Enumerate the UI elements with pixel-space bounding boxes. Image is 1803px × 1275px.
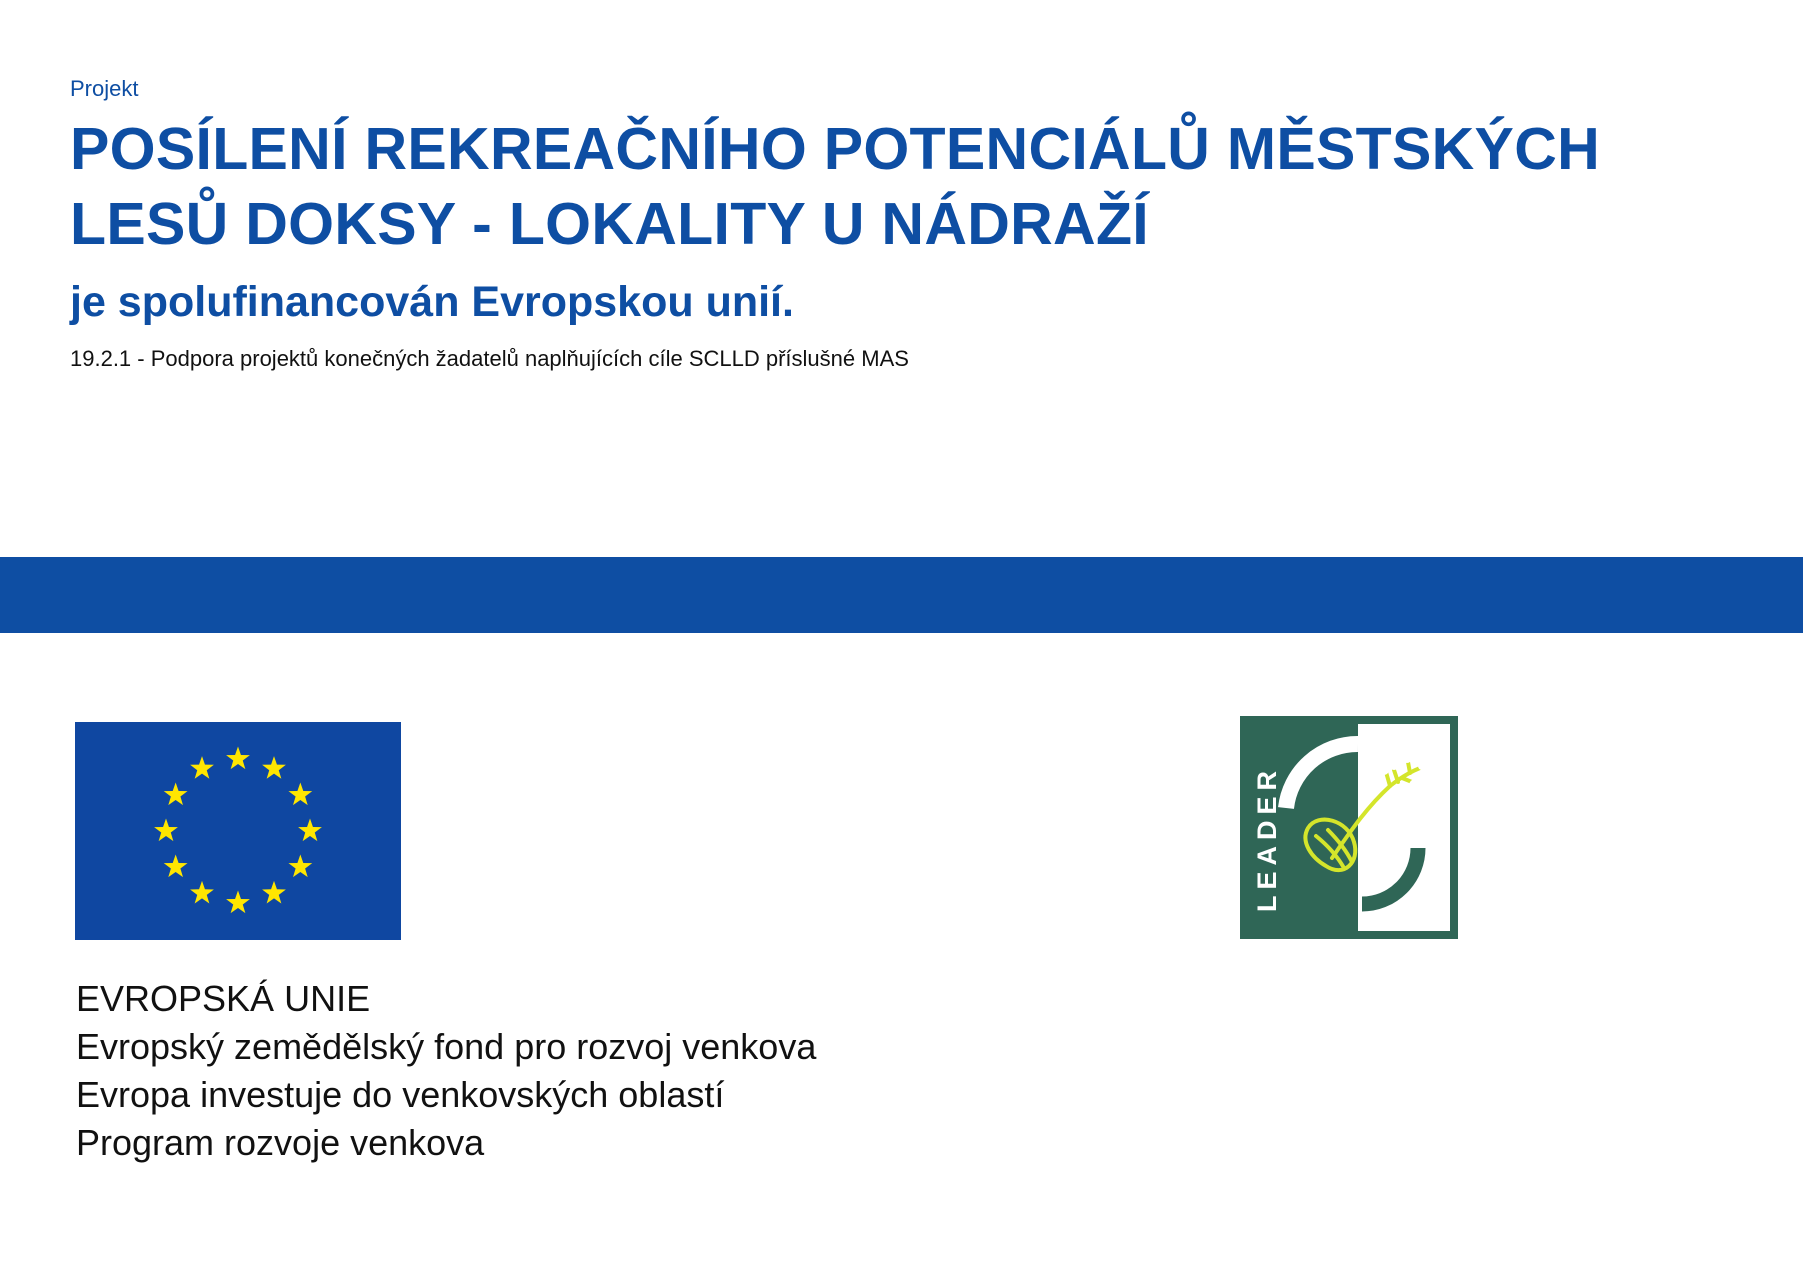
- blue-divider-band: [0, 557, 1803, 633]
- leader-wordmark: LEADER: [1252, 764, 1282, 912]
- project-label: Projekt: [70, 76, 139, 101]
- leader-logo-icon: [1240, 716, 1458, 939]
- eu-text-line-4: Program rozvoje venkova: [76, 1122, 485, 1163]
- project-title-line-1: POSÍLENÍ REKREAČNÍHO POTENCIÁLŮ MĚSTSKÝCH: [70, 116, 1601, 182]
- eu-text-line-1: EVROPSKÁ UNIE: [76, 978, 371, 1019]
- project-title: [70, 112, 1770, 262]
- eu-text-line-3: Evropa investuje do venkovských oblastí: [76, 1074, 725, 1115]
- measure-description: 19.2.1 - Podpora projektů konečných žadatelů naplňujících cíle SCLLD příslušné MAS: [70, 346, 909, 371]
- eu-text-line-2: Evropský zemědělský fond pro rozvoj venkova: [76, 1026, 817, 1067]
- cofinancing-statement: je spolufinancován Evropskou unií.: [70, 278, 794, 326]
- project-header: [70, 74, 1770, 374]
- eu-flag-icon: [75, 722, 401, 940]
- eu-fund-text-block: [76, 975, 816, 1167]
- project-title-line-2: LESŮ DOKSY - LOKALITY U NÁDRAŽÍ: [70, 191, 1149, 257]
